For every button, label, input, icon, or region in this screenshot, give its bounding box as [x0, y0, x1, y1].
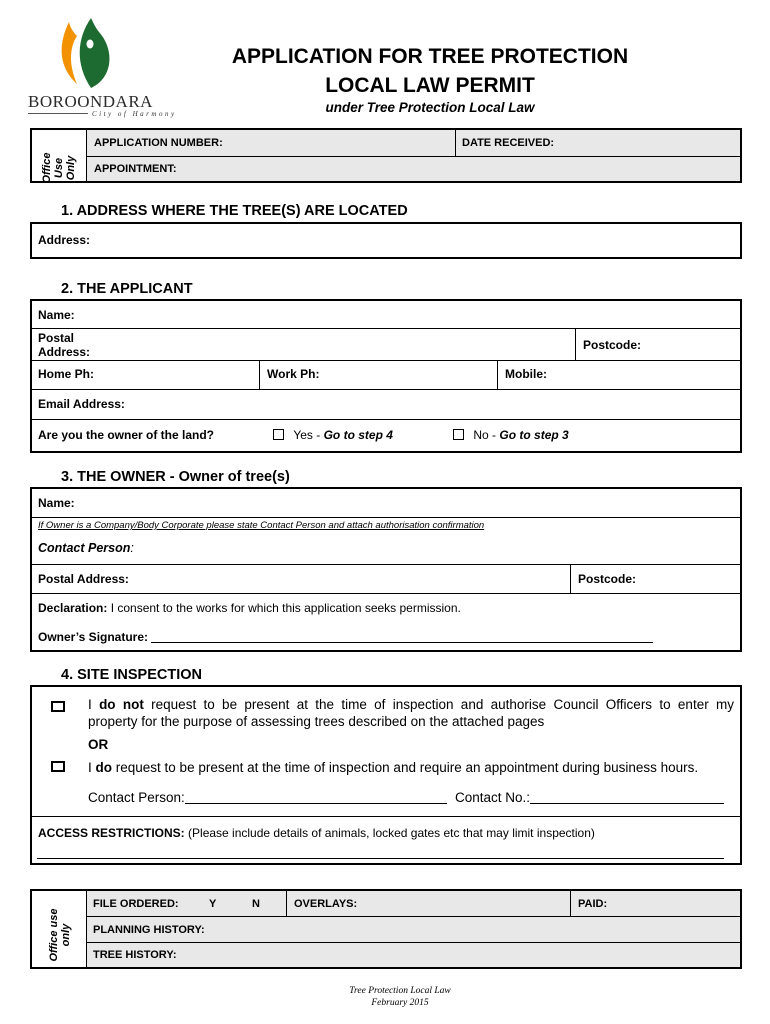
applicant-name-field[interactable]: Name: [38, 308, 75, 322]
owner-no-option[interactable]: No - Go to step 3 [453, 428, 569, 442]
do-not-attend-checkbox[interactable] [51, 701, 65, 712]
office-use-top-label: Office Use Only [41, 152, 77, 184]
appointment-field[interactable]: APPOINTMENT: [94, 163, 177, 175]
owner-no-checkbox[interactable] [453, 429, 464, 440]
tree-address-field[interactable]: Address: [38, 233, 91, 247]
footer-line-2: February 2015 [371, 998, 429, 1008]
access-restrictions: ACCESS RESTRICTIONS: (Please include details of animals, locked gates etc that may limit inspection) [38, 826, 595, 840]
section-3-heading: 3. THE OWNER - Owner of tree(s) [61, 469, 290, 485]
owner-yes-checkbox[interactable] [273, 429, 284, 440]
section-2-heading: 2. THE APPLICANT [61, 281, 193, 297]
work-phone-field[interactable]: Work Ph: [267, 367, 320, 381]
home-phone-field[interactable]: Home Ph: [38, 367, 95, 381]
inspection-contact-person-field[interactable]: Contact Person: [88, 790, 447, 805]
email-address-field[interactable]: Email Address: [38, 397, 125, 411]
page-title [200, 42, 660, 100]
inspection-contact-no-field[interactable]: Contact No.: [455, 790, 724, 805]
do-attend-text: I do request to be present at the time of inspection and require an appointment during business hours. [88, 760, 699, 775]
applicant-postcode-field[interactable]: Postcode: [583, 338, 642, 352]
file-ordered-no[interactable]: N [252, 898, 260, 910]
owner-question: Are you the owner of the land? [38, 428, 215, 442]
date-received-field[interactable]: DATE RECEIVED: [462, 137, 555, 149]
overlays-field[interactable]: OVERLAYS: [294, 898, 358, 910]
title-line-2: LOCAL LAW PERMIT [325, 74, 535, 97]
file-ordered-yes[interactable]: Y [209, 898, 217, 910]
owner-name-field[interactable]: Name: [38, 496, 75, 510]
contact-person-field[interactable]: Contact Person: [38, 541, 134, 555]
owner-box [30, 487, 742, 652]
council-logo [55, 14, 125, 92]
tagline-rule [28, 113, 88, 114]
section-4-heading: 4. SITE INSPECTION [61, 667, 202, 683]
file-ordered-field[interactable]: FILE ORDERED: [93, 898, 179, 910]
declaration: Declaration: I consent to the works for which this application seeks permission. [38, 601, 461, 615]
office-use-bottom-label: Office use only [48, 908, 72, 962]
logo-flame-icon [55, 14, 125, 92]
mobile-field[interactable]: Mobile: [505, 367, 547, 381]
owner-signature-field[interactable]: Owner’s Signature: [38, 630, 653, 644]
do-attend-checkbox[interactable] [51, 761, 65, 772]
address-box [30, 222, 742, 259]
signature-line[interactable] [151, 642, 653, 643]
paid-field[interactable]: PAID: [578, 898, 608, 910]
owner-postcode-field[interactable]: Postcode: [578, 572, 637, 586]
title-line-1: APPLICATION FOR TREE PROTECTION [231, 45, 629, 68]
council-tagline: City of Harmony [92, 110, 177, 118]
applicant-postal-address-field[interactable]: Postal Address: [38, 331, 91, 359]
owner-postal-address-field[interactable]: Postal Address: [38, 572, 129, 586]
do-not-attend-text: I do not request to be present at the time of inspection and authorise Council Officers to enter my property for the purpose of assessing trees described on the attached pages [88, 697, 734, 729]
footer-line-1: Tree Protection Local Law [349, 986, 451, 996]
access-restrictions-line[interactable] [37, 858, 724, 859]
planning-history-field[interactable]: PLANNING HISTORY: [93, 924, 205, 936]
company-note: If Owner is a Company/Body Corporate please state Contact Person and attach authorisation confirmation [38, 520, 485, 531]
footer [285, 985, 515, 1009]
application-number-field[interactable]: APPLICATION NUMBER: [94, 137, 223, 149]
council-name: BOROONDARA [28, 92, 153, 111]
owner-yes-option[interactable]: Yes - Go to step 4 [273, 428, 393, 442]
or-label: OR [88, 737, 109, 752]
tree-history-field[interactable]: TREE HISTORY: [93, 949, 177, 961]
page-subtitle: under Tree Protection Local Law [325, 100, 535, 115]
section-1-heading: 1. ADDRESS WHERE THE TREE(S) ARE LOCATED [61, 203, 408, 219]
